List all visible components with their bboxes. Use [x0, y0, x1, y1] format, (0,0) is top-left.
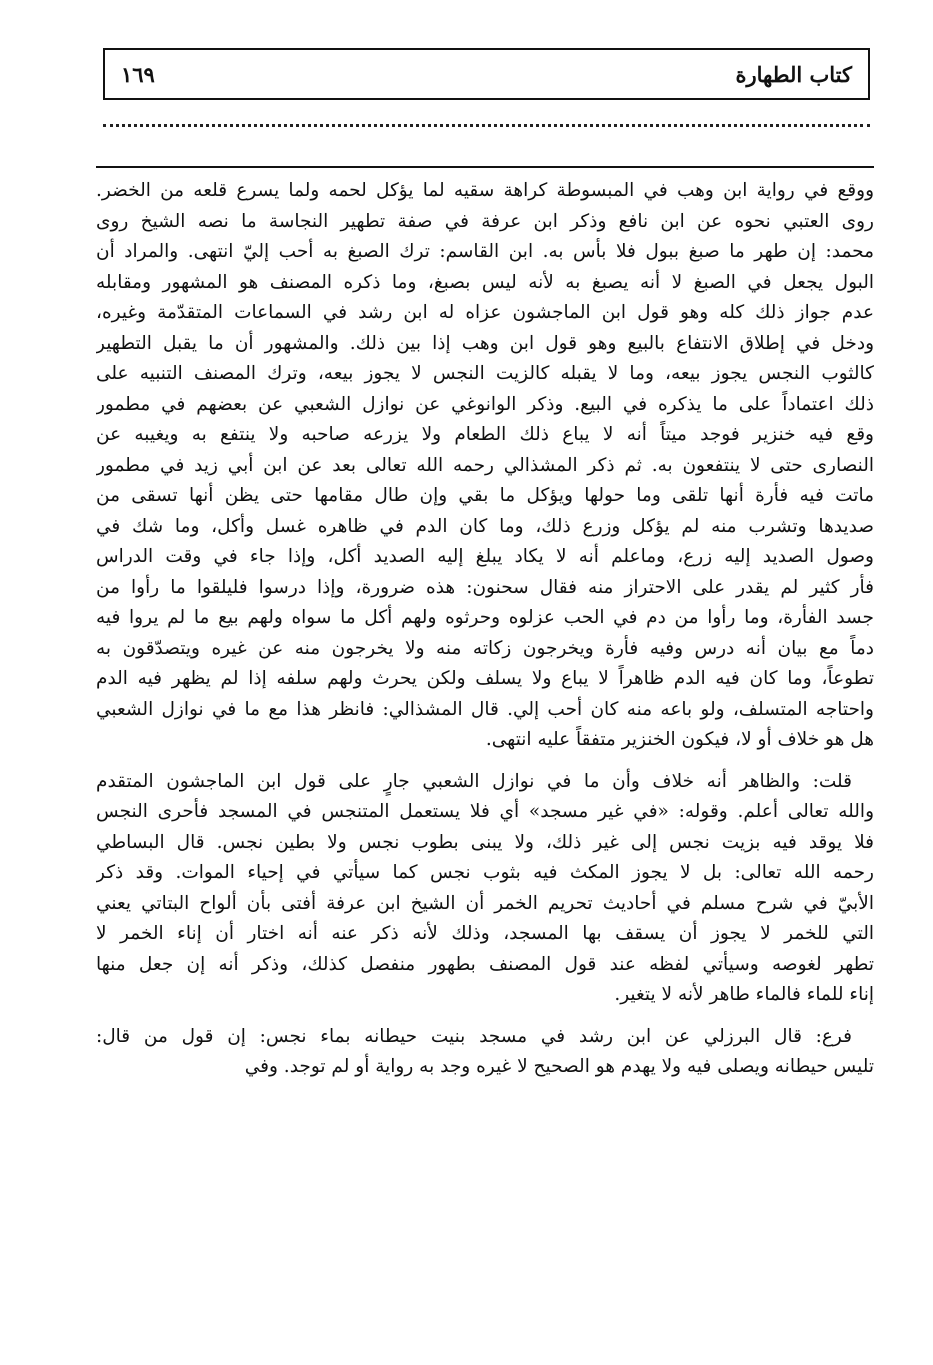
- text-line: رحمه الله تعالى: بل لا يجوز المكث فيه بثوب نجس كما سيأتي في إحياء الموات. وقد ذكر: [96, 862, 874, 883]
- text-line: ودخل في إطلاق الانتفاع بالبيع وهو قول ابن وهب إذا بين ذلك. والمشهور أن ما يقبل التطهير: [96, 332, 874, 354]
- text-line: إناء للماء فالماء طاهر لأنه لا يتغير.: [614, 984, 874, 1005]
- text-line: ذلك اعتماداً على ما يذكره في البيع. وذكر الوانوغي عن نوازل الشعبي عن بعضهم في مطمور: [96, 393, 874, 415]
- text-line: التي للخمر لا يجوز أن يسقف بها المسجد، وذلك لأنه ذكر عنه أنه اختار أن إناء الخمر لا: [96, 923, 874, 944]
- text-line: ماتت فيه فأرة أنها تلقى وما حولها ويؤكل ما بقي وإن طال مقامها حتى يظن أنها تسقى من: [96, 485, 874, 506]
- text-line: والله تعالى أعلم. وقوله: «في غير مسجد» أي فلا يستعمل المتنجس في المسجد فأحرى النجس: [96, 801, 874, 822]
- body-text: [96, 176, 874, 1094]
- text-line: البول يجعل في الصبغ لا أنه يصبغ به لأنه ليس بصبغ، وما ذكره المصنف هو المشهور ومقابله: [96, 271, 874, 293]
- paragraph: [96, 176, 874, 756]
- text-line: صديدها وتشرب منه لم يؤكل وزرع ذلك، وما كان الدم في ظاهره غسل وأكل، وما شك في: [96, 515, 874, 537]
- text-line: تطهر لغوصه وسيأتي لفظه عند قول المصنف بطهور منفصل كذلك، وذكر أنه إن جعل منها: [96, 953, 874, 975]
- text-line: كالثوب النجس يجوز بيعه، وما لا يقبله كالزيت النجس لا يجوز بيعه، وترك المصنف التنبيه على: [96, 363, 874, 384]
- text-line: محمد: إن طهر ما صبغ ببول فلا بأس به. ابن القاسم: ترك الصبغ به أحب إليّ انتهى. والمراد أن: [96, 241, 874, 262]
- horizontal-rule: [96, 166, 874, 168]
- text-line: قلت: والظاهر أنه خلاف وأن ما في نوازل الشعبي جارٍ على قول ابن الماجشون المتقدم: [96, 770, 852, 792]
- text-line: وصول الصديد إليه زرع، وماعلم أنه لا يكاد يبلغ إليه الصديد أكل، وإذا جاء في وقت الدراس: [96, 546, 874, 567]
- text-line: فلا يوقد فيه بزيت نجس إلى غير ذلك، ولا يبنى بطوب نجس ولا بطين نجس. قال البساطي: [96, 831, 874, 853]
- text-line: فرع: قال البرزلي عن ابن رشد في مسجد بنيت حيطانه بماء نجس: إن قول من قال:: [96, 1025, 852, 1047]
- text-line: واحتاجه المتسلف، ولو باعه منه كان أحب إلي. قال المشذالي: فانظر هذا مع ما في نوازل الشعبي: [96, 698, 874, 720]
- text-line: هل هو خلاف أو لا، فيكون الخنزير متفقاً عليه انتهى.: [485, 729, 874, 750]
- chapter-title: كتاب الطهارة: [735, 61, 852, 87]
- text-line: ووقع في رواية ابن وهب في المبسوطة كراهة سقيه لما يؤكل لحمه ولما يسرع قلعه من الخضر.: [96, 180, 874, 201]
- text-line: عدم جواز ذلك كله وهو قول ابن الماجشون عزاه له ابن رشد في السماعات المتقدّمة وغيره،: [96, 302, 874, 323]
- text-line: الأبيّ في شرح مسلم في أحاديث تحريم الخمر أن الشيخ ابن عرفة أفتى بأن ألواح البتاتي يعني: [96, 892, 874, 914]
- dotted-separator: [103, 124, 870, 127]
- text-line: فأر كثير لم يقدر على الاحتراز منه فقال سحنون: هذه ضرورة، وإذا درسوا فليلقوا ما رأوا من: [96, 576, 874, 598]
- text-line: جسد الفأرة، وما رأوا من دم في الحب عزلوه وحرثوه ولهم أكل ما سواه ولهم بيع ما لم يروا فيه: [96, 607, 874, 628]
- text-line: تطوعاً، وما كان فيه الدم ظاهراً لا يباع ولا يسلف ولكن يحرث ولهم سلفه إذا لم يظهر فيه الدم: [96, 668, 874, 689]
- text-line: وقع فيه خنزير فوجد ميتاً أنه لا يباع ذلك الطعام ولا يزرعه صاحبه ولا ينتفع به ويغيبه عن: [96, 424, 874, 445]
- text-line: تليس حيطانه ويصلى فيه ولا يهدم هو الصحيح لا غيره وجد به رواية أو لم توجد. وفي: [244, 1056, 874, 1077]
- page-number: ١٦٩: [121, 61, 155, 87]
- paragraph: [96, 1022, 874, 1083]
- running-header: [103, 48, 870, 100]
- text-line: دماً مع بيان أنه درس وفيه فأرة ويخرجون زكاته منه ولا يخرجون منه عن غيره ويتصدّقون به: [96, 637, 874, 659]
- text-line: النصارى حتى لا ينتفعون به. ثم ذكر المشذالي رحمه الله تعالى بعد عن ابن أبي زيد في مطمور: [96, 454, 874, 476]
- paragraph: [96, 767, 874, 1011]
- text-line: روى العتبي نحوه عن ابن نافع وذكر ابن عرفة في صفة تطهير النجاسة ما نصه الشيخ روى: [96, 210, 874, 232]
